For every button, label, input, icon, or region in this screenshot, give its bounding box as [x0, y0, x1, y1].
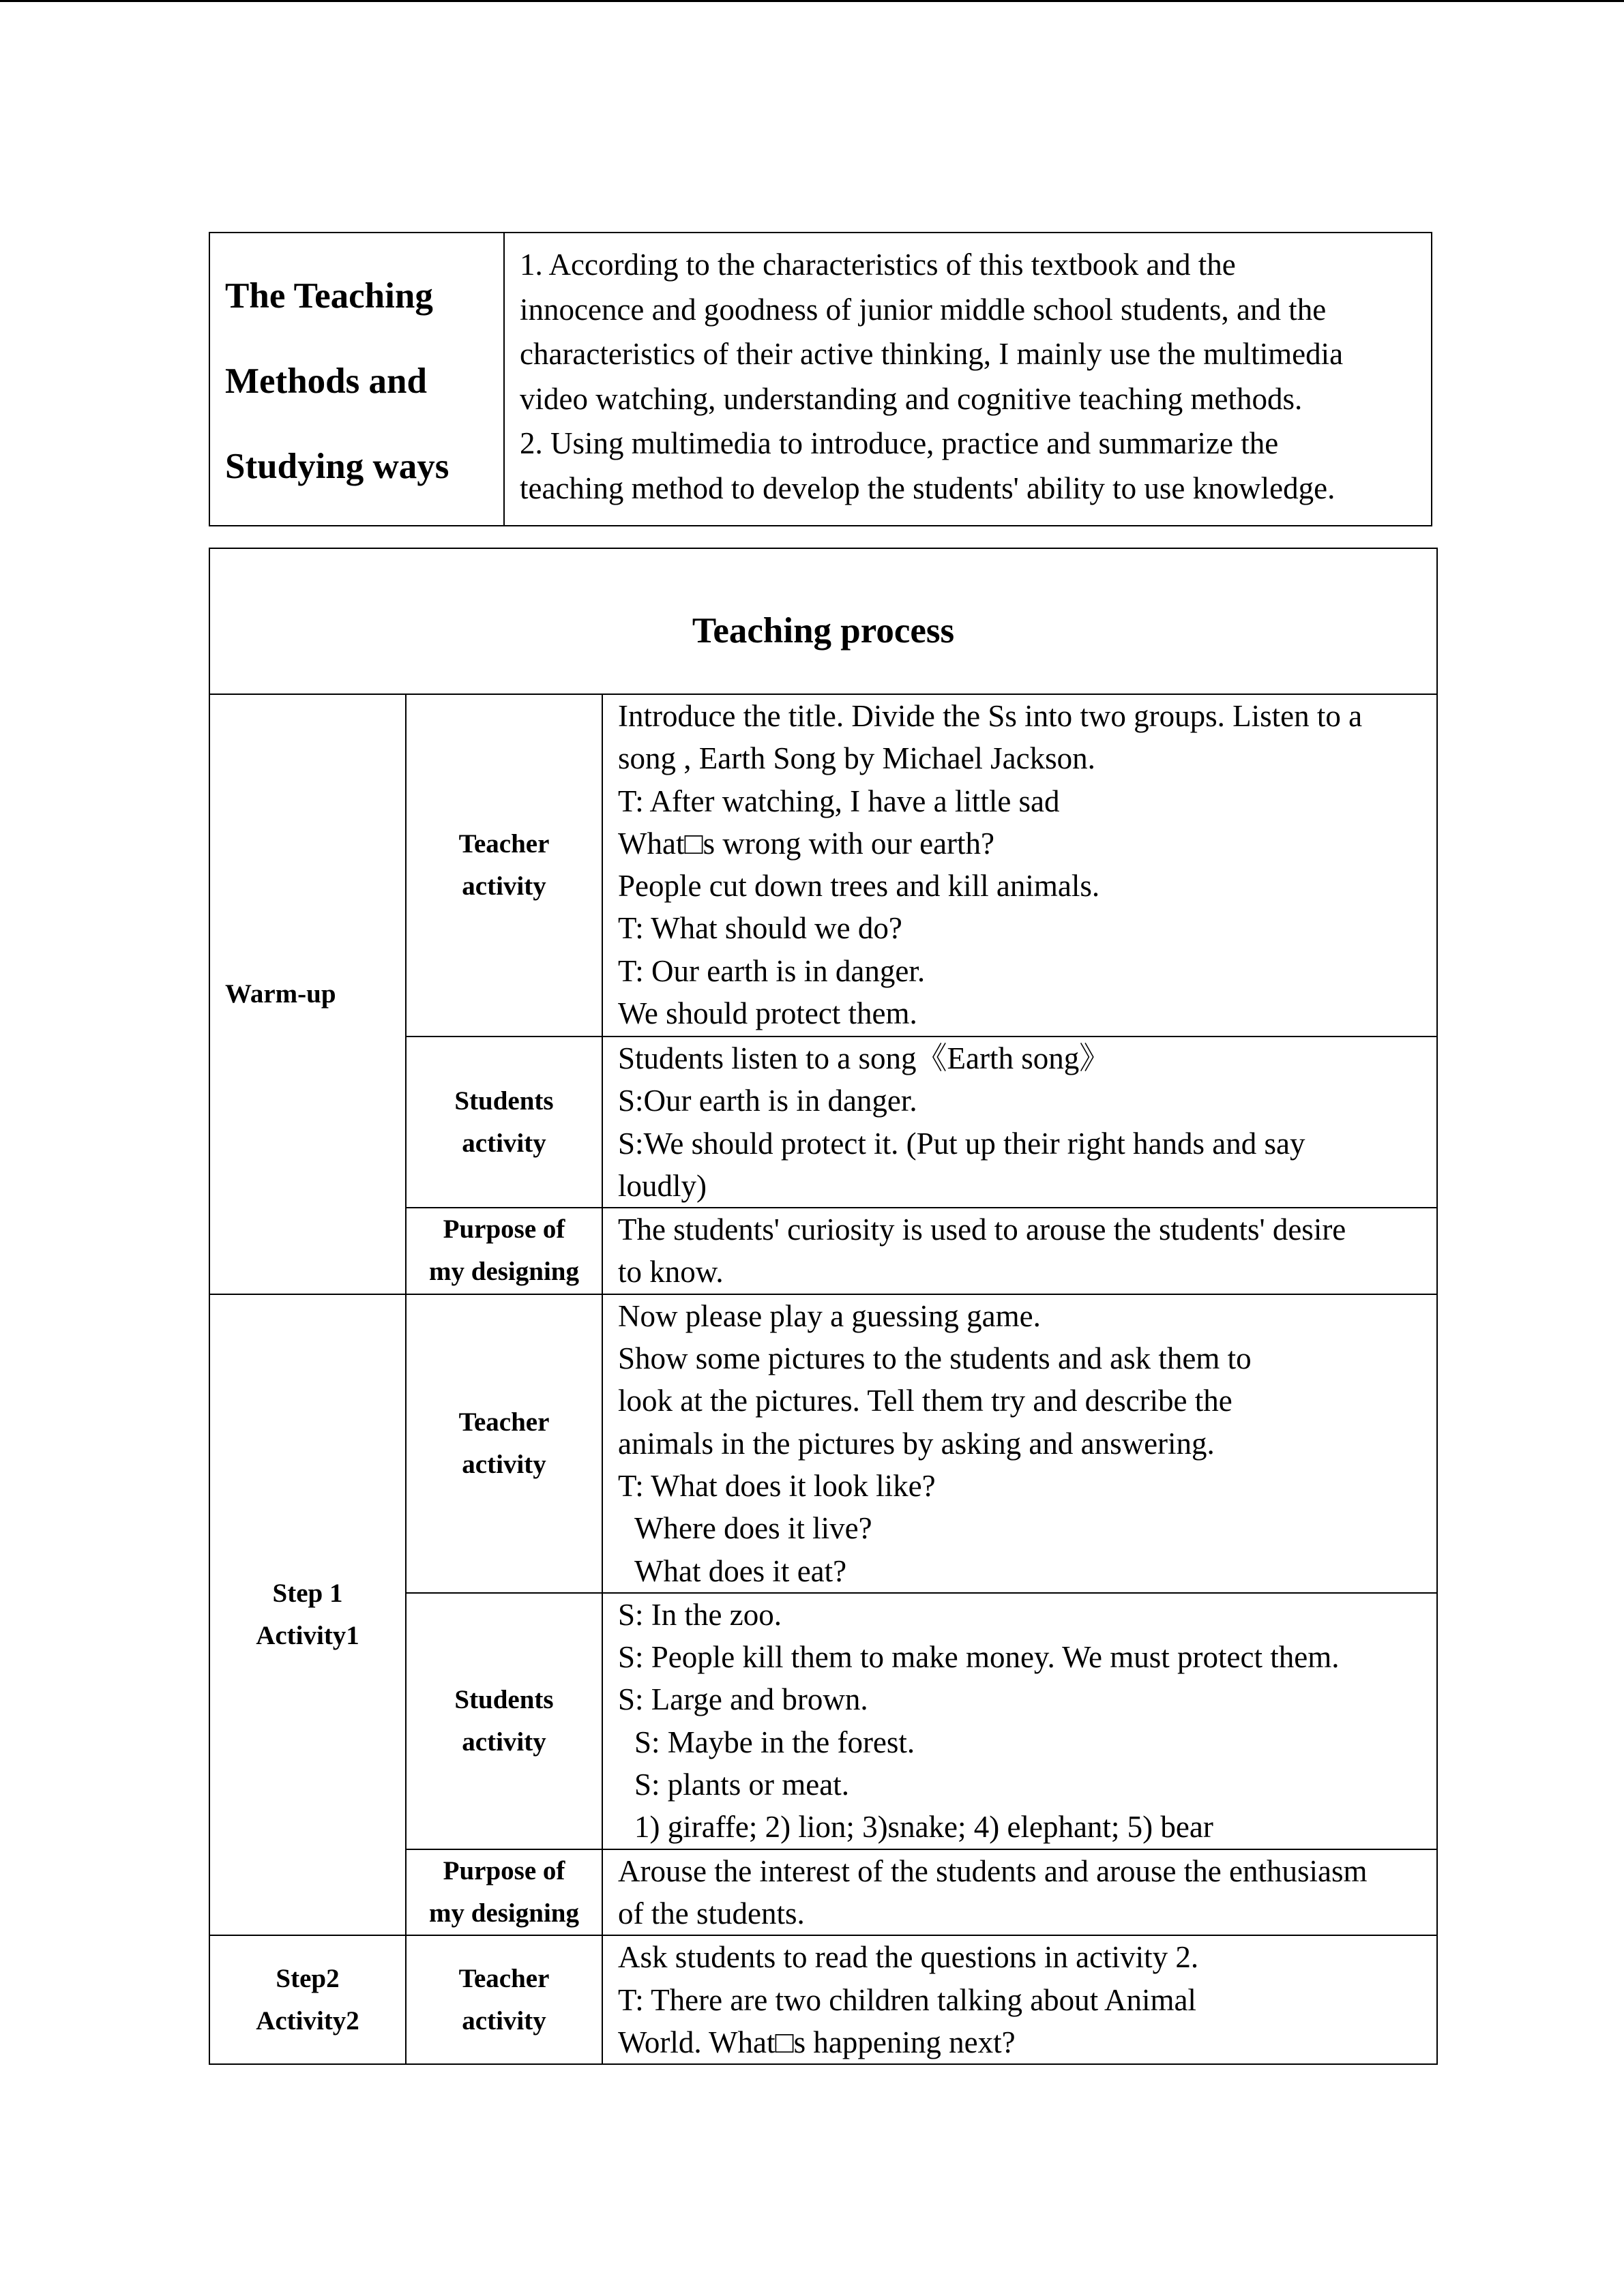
content-line: What□s wrong with our earth?	[618, 826, 995, 861]
process-title: Teaching process	[692, 611, 955, 651]
step2-teacher-row	[209, 1935, 1437, 2064]
content-line: animals in the pictures by asking and answering.	[618, 1426, 1215, 1461]
step1-students-content	[602, 1593, 1437, 1849]
page-top-rule	[0, 0, 1624, 2]
step2-step-cell	[209, 1935, 406, 2064]
content-line: of the students.	[618, 1896, 805, 1931]
role-label-line: activity	[462, 871, 546, 901]
step1-students-label-cell	[406, 1593, 602, 1849]
content-line: Students listen to a song《Earth song》	[618, 1041, 1110, 1075]
methods-paragraph-2	[520, 421, 1421, 511]
methods-label-cell	[209, 233, 504, 526]
step-label-line: Activity2	[256, 2006, 359, 2036]
warmup-students-label-cell	[406, 1037, 602, 1208]
warmup-purpose-label-cell	[406, 1208, 602, 1294]
role-label-line: Teacher	[458, 829, 550, 859]
role-label-line: activity	[462, 1449, 546, 1479]
warmup-teacher-row	[209, 694, 1437, 1037]
methods-line: characteristics of their active thinking, I mainly use the multimedia	[520, 337, 1344, 371]
process-title-row	[209, 548, 1437, 694]
methods-paragraph-1	[520, 243, 1421, 421]
methods-row	[209, 233, 1432, 526]
content-line: Show some pictures to the students and ask them to	[618, 1341, 1252, 1376]
content-line: What does it eat?	[634, 1553, 847, 1588]
step1-purpose-label-cell	[406, 1849, 602, 1936]
warmup-purpose-content	[602, 1208, 1437, 1294]
content-line: T: After watching, I have a little sad	[618, 784, 1060, 818]
step-label-line: Activity1	[256, 1621, 359, 1651]
step-label-line: Step2	[276, 1963, 340, 1993]
content-line: T: Our earth is in danger.	[618, 953, 926, 988]
content-line: Arouse the interest of the students and arouse the enthusiasm	[618, 1853, 1368, 1888]
warmup-students-content	[602, 1037, 1437, 1208]
step1-teacher-label-cell	[406, 1294, 602, 1593]
content-line: T: What does it look like?	[618, 1468, 936, 1503]
methods-label-line: Methods and	[225, 361, 427, 401]
warmup-teacher-label-cell	[406, 694, 602, 1037]
content-line: Introduce the title. Divide the Ss into two groups. Listen to a	[618, 699, 1363, 733]
methods-line: teaching method to develop the students' ability to use knowledge.	[520, 471, 1335, 505]
content-line: look at the pictures. Tell them try and describe the	[618, 1384, 1232, 1418]
content-line: The students' curiosity is used to arouse the students' desire	[618, 1212, 1346, 1247]
step1-teacher-content	[602, 1294, 1437, 1593]
content-line: loudly)	[618, 1168, 707, 1203]
methods-table	[209, 232, 1432, 526]
methods-line: 1. According to the characteristics of this textbook and the	[520, 248, 1236, 282]
role-label-line: activity	[462, 2006, 546, 2036]
process-title-cell	[209, 548, 1437, 694]
content-line: song , Earth Song by Michael Jackson.	[618, 741, 1095, 776]
role-label-line: activity	[462, 1128, 546, 1158]
step2-teacher-content	[602, 1935, 1437, 2064]
role-label-line: Teacher	[458, 1407, 550, 1437]
methods-line: innocence and goodness of junior middle school students, and the	[520, 292, 1327, 327]
step1-teacher-row	[209, 1294, 1437, 1593]
methods-body-cell	[504, 233, 1432, 526]
role-label-line: activity	[462, 1727, 546, 1757]
content-line: T: There are two children talking about Animal	[618, 1982, 1196, 2017]
role-label-line: Purpose of	[443, 1856, 565, 1886]
content-line: T: What should we do?	[618, 911, 902, 946]
role-label-line: Purpose of	[443, 1214, 565, 1244]
content-line: Now please play a guessing game.	[618, 1298, 1041, 1333]
warmup-step-cell	[209, 694, 406, 1294]
step-label-line: Step 1	[272, 1579, 343, 1609]
content-line: S:We should protect it. (Put up their right hands and say	[618, 1126, 1305, 1161]
methods-line: video watching, understanding and cognitive teaching methods.	[520, 381, 1303, 416]
content-line: S:Our earth is in danger.	[618, 1084, 917, 1118]
content-line: Where does it live?	[634, 1511, 872, 1546]
step1-step-cell	[209, 1294, 406, 1936]
content-line: S: plants or meat.	[634, 1768, 849, 1802]
content-line: We should protect them.	[618, 996, 917, 1031]
content-line: S: Maybe in the forest.	[634, 1725, 915, 1759]
warmup-teacher-content	[602, 694, 1437, 1037]
process-table	[209, 548, 1438, 2065]
methods-label-line: Studying ways	[225, 447, 449, 486]
content-line: People cut down trees and kill animals.	[618, 869, 1100, 904]
warmup-step-label: Warm-up	[225, 979, 336, 1009]
role-label-line: Teacher	[458, 1963, 550, 1993]
methods-label-line: The Teaching	[225, 276, 433, 316]
content-line: World. What□s happening next?	[618, 2025, 1016, 2060]
content-line: S: People kill them to make money. We must protect them.	[618, 1640, 1340, 1675]
content-line: S: Large and brown.	[618, 1682, 868, 1717]
role-label-line: Students	[454, 1684, 554, 1714]
methods-line: 2. Using multimedia to introduce, practice and summarize the	[520, 426, 1279, 460]
role-label-line: my designing	[429, 1898, 579, 1928]
content-line: Ask students to read the questions in activity 2.	[618, 1940, 1199, 1975]
content-line: S: In the zoo.	[618, 1597, 782, 1632]
role-label-line: Students	[454, 1086, 554, 1116]
step1-purpose-content	[602, 1849, 1437, 1936]
content-line: 1) giraffe; 2) lion; 3)snake; 4) elephant; 5) bear	[634, 1810, 1213, 1845]
role-label-line: my designing	[429, 1257, 579, 1287]
step2-teacher-label-cell	[406, 1935, 602, 2064]
content-line: to know.	[618, 1255, 724, 1289]
